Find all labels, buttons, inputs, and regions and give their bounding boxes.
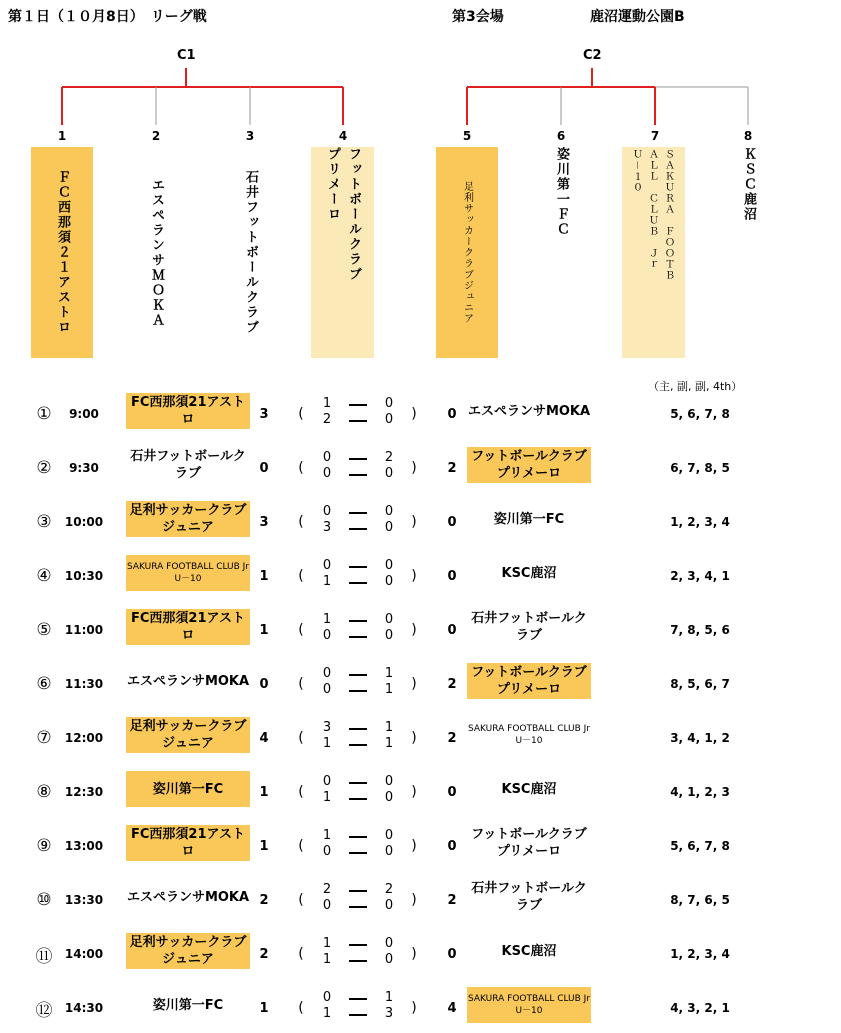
- away-first-half-score: 0: [384, 828, 394, 843]
- home-team: 足利サッカークラブジュニア: [126, 717, 250, 753]
- home-second-half-score: 3: [322, 520, 332, 535]
- open-paren: (: [298, 568, 304, 584]
- home-total-score: 4: [259, 730, 269, 746]
- team-name-3: 石井フットボールクラブ: [243, 170, 258, 335]
- match-number: ⑦: [36, 728, 52, 748]
- away-second-half-score: 0: [384, 412, 394, 427]
- away-team: KSC鹿沼: [501, 943, 557, 959]
- team-7-box: [622, 147, 685, 358]
- score-separator: [349, 674, 367, 676]
- team-name-2: エスペランサＭＯＫＡ: [149, 177, 164, 328]
- home-team: 姿川第一FC: [152, 997, 224, 1013]
- close-paren: ): [411, 676, 417, 692]
- away-first-half-score: 0: [384, 396, 394, 411]
- open-paren: (: [298, 460, 304, 476]
- match-time: 13:00: [64, 839, 104, 853]
- away-second-half-score: 0: [384, 844, 394, 859]
- away-second-half-score: 0: [384, 790, 394, 805]
- score-separator: [349, 474, 367, 476]
- close-paren: ): [411, 784, 417, 800]
- referee-assignment: 6, 7, 8, 5: [670, 461, 730, 475]
- away-total-score: 2: [447, 730, 457, 746]
- home-first-half-score: 0: [322, 774, 332, 789]
- home-team: SAKURA FOOTBALL CLUB Jr U－10: [126, 555, 250, 591]
- away-team: KSC鹿沼: [501, 781, 557, 797]
- match-row: [0, 983, 841, 1033]
- away-total-score: 0: [447, 622, 457, 638]
- match-row: [0, 767, 841, 817]
- home-second-half-score: 1: [322, 574, 332, 589]
- match-number: ⑨: [36, 836, 52, 856]
- away-second-half-score: 0: [384, 574, 394, 589]
- home-total-score: 1: [259, 568, 269, 584]
- team-number-7: 7: [650, 129, 660, 143]
- group-c2-label: C2: [583, 48, 602, 63]
- away-total-score: 0: [447, 514, 457, 530]
- close-paren: ): [411, 514, 417, 530]
- referee-assignment: 1, 2, 3, 4: [670, 515, 730, 529]
- venue-label: 第3会場: [452, 9, 504, 25]
- open-paren: (: [298, 946, 304, 962]
- home-second-half-score: 0: [322, 898, 332, 913]
- home-first-half-score: 0: [322, 666, 332, 681]
- home-second-half-score: 0: [322, 844, 332, 859]
- team-name-4-line1: フットボールクラブ: [346, 147, 361, 282]
- home-first-half-score: 0: [322, 504, 332, 519]
- park-label: 鹿沼運動公園B: [590, 9, 685, 25]
- team-4-box: [311, 147, 374, 358]
- away-team: 姿川第一FC: [493, 511, 565, 527]
- home-team: 姿川第一FC: [126, 771, 250, 807]
- score-separator: [349, 944, 367, 946]
- away-first-half-score: 1: [384, 990, 394, 1005]
- open-paren: (: [298, 838, 304, 854]
- away-team: フットボールクラブ プリメーロ: [471, 827, 587, 859]
- match-row: [0, 605, 841, 655]
- bracket-lines: [0, 0, 841, 140]
- team-number-1: 1: [57, 129, 67, 143]
- close-paren: ): [411, 460, 417, 476]
- team-number-2: 2: [151, 129, 161, 143]
- away-second-half-score: 1: [384, 682, 394, 697]
- away-second-half-score: 1: [384, 736, 394, 751]
- away-total-score: 2: [447, 676, 457, 692]
- away-first-half-score: 1: [384, 666, 394, 681]
- home-total-score: 3: [259, 514, 269, 530]
- home-total-score: 1: [259, 622, 269, 638]
- home-second-half-score: 0: [322, 466, 332, 481]
- home-total-score: 1: [259, 1000, 269, 1016]
- referee-assignment: 4, 1, 2, 3: [670, 785, 730, 799]
- referee-assignment: 3, 4, 1, 2: [670, 731, 730, 745]
- score-separator: [349, 620, 367, 622]
- home-team: エスペランサMOKA: [126, 889, 250, 905]
- match-time: 9:30: [69, 461, 99, 475]
- away-team: フットボールクラブ プリメーロ: [467, 663, 591, 699]
- day-title: 第１日（１０月8日） リーグ戦: [8, 9, 207, 25]
- team-name-8: ＫＳＣ鹿沼: [741, 147, 756, 222]
- team-name-6: 姿川第一ＦＣ: [554, 147, 569, 237]
- away-first-half-score: 0: [384, 774, 394, 789]
- match-row: [0, 443, 841, 493]
- away-total-score: 0: [447, 406, 457, 422]
- open-paren: (: [298, 514, 304, 530]
- home-second-half-score: 1: [322, 736, 332, 751]
- home-second-half-score: 2: [322, 412, 332, 427]
- close-paren: ): [411, 568, 417, 584]
- open-paren: (: [298, 676, 304, 692]
- match-number: ⑫: [35, 1000, 53, 1021]
- home-team: FC西那須21アストロ: [126, 825, 250, 861]
- away-team: SAKURA FOOTBALL CLUB Jr U－10: [467, 724, 591, 746]
- away-team: 石井フットボールクラブ: [471, 881, 587, 913]
- match-row: [0, 389, 841, 439]
- open-paren: (: [298, 892, 304, 908]
- team-name-7-line3: Ｕ－１０: [630, 149, 642, 193]
- referee-assignment: 4, 3, 2, 1: [670, 1001, 730, 1015]
- home-team: 足利サッカークラブジュニア: [126, 933, 250, 969]
- open-paren: (: [298, 784, 304, 800]
- away-total-score: 0: [447, 784, 457, 800]
- away-second-half-score: 0: [384, 628, 394, 643]
- close-paren: ): [411, 1000, 417, 1016]
- close-paren: ): [411, 622, 417, 638]
- home-team: FC西那須21アストロ: [126, 609, 250, 645]
- team-name-5: 足利サッカークラブジュニア: [436, 147, 498, 358]
- match-time: 9:00: [69, 407, 99, 421]
- away-total-score: 0: [447, 568, 457, 584]
- team-number-3: 3: [245, 129, 255, 143]
- away-second-half-score: 0: [384, 520, 394, 535]
- match-row: [0, 821, 841, 871]
- referee-assignment: 5, 6, 7, 8: [670, 839, 730, 853]
- referee-assignment: 8, 5, 6, 7: [670, 677, 730, 691]
- team-number-8: 8: [743, 129, 753, 143]
- score-separator: [349, 782, 367, 784]
- close-paren: ): [411, 946, 417, 962]
- home-team: FC西那須21アストロ: [126, 393, 250, 429]
- close-paren: ): [411, 406, 417, 422]
- score-separator: [349, 582, 367, 584]
- match-time: 10:30: [64, 569, 104, 583]
- home-second-half-score: 1: [322, 790, 332, 805]
- home-total-score: 1: [259, 784, 269, 800]
- away-second-half-score: 0: [384, 898, 394, 913]
- score-separator: [349, 512, 367, 514]
- close-paren: ): [411, 838, 417, 854]
- score-separator: [349, 744, 367, 746]
- home-first-half-score: 2: [322, 882, 332, 897]
- score-separator: [349, 528, 367, 530]
- match-row: [0, 713, 841, 763]
- match-number: ⑥: [36, 674, 52, 694]
- open-paren: (: [298, 1000, 304, 1016]
- away-first-half-score: 2: [384, 450, 394, 465]
- score-separator: [349, 404, 367, 406]
- score-separator: [349, 998, 367, 1000]
- away-total-score: 0: [447, 946, 457, 962]
- home-total-score: 0: [259, 676, 269, 692]
- team-number-4: 4: [338, 129, 348, 143]
- home-first-half-score: 1: [322, 612, 332, 627]
- home-total-score: 2: [259, 946, 269, 962]
- away-team: フットボールクラブ プリメーロ: [467, 447, 591, 483]
- team-number-5: 5: [462, 129, 472, 143]
- referee-assignment: 2, 3, 4, 1: [670, 569, 730, 583]
- away-total-score: 2: [447, 460, 457, 476]
- referee-assignment: 8, 7, 6, 5: [670, 893, 730, 907]
- referee-assignment: 1, 2, 3, 4: [670, 947, 730, 961]
- match-row: [0, 929, 841, 979]
- match-number: ⑤: [36, 620, 52, 640]
- home-team: エスペランサMOKA: [126, 673, 250, 689]
- home-first-half-score: 1: [322, 936, 332, 951]
- score-separator: [349, 566, 367, 568]
- match-row: [0, 497, 841, 547]
- away-second-half-score: 3: [384, 1006, 394, 1021]
- score-separator: [349, 728, 367, 730]
- group-c1-label: C1: [177, 48, 196, 63]
- away-second-half-score: 0: [384, 466, 394, 481]
- home-first-half-score: 0: [322, 450, 332, 465]
- score-separator: [349, 1014, 367, 1016]
- score-separator: [349, 798, 367, 800]
- score-separator: [349, 960, 367, 962]
- away-total-score: 2: [447, 892, 457, 908]
- away-first-half-score: 1: [384, 720, 394, 735]
- team-name-4-line2: プリメーロ: [325, 147, 340, 222]
- match-time: 11:00: [64, 623, 104, 637]
- match-time: 10:00: [64, 515, 104, 529]
- home-first-half-score: 3: [322, 720, 332, 735]
- home-total-score: 2: [259, 892, 269, 908]
- away-team: エスペランサMOKA: [467, 403, 591, 419]
- close-paren: ): [411, 730, 417, 746]
- match-number: ④: [36, 566, 52, 586]
- referee-note: （主, 副, 副, 4th）: [648, 380, 743, 393]
- home-total-score: 0: [259, 460, 269, 476]
- match-number: ②: [36, 458, 52, 478]
- home-second-half-score: 1: [322, 952, 332, 967]
- home-second-half-score: 0: [322, 628, 332, 643]
- referee-assignment: 7, 8, 5, 6: [670, 623, 730, 637]
- match-time: 14:30: [64, 1001, 104, 1015]
- score-separator: [349, 852, 367, 854]
- team-name-7-line2: ＡＬＬ ＣＬＵＢ Ｊｒ: [646, 149, 658, 270]
- open-paren: (: [298, 730, 304, 746]
- match-row: [0, 875, 841, 925]
- away-first-half-score: 2: [384, 882, 394, 897]
- home-second-half-score: 0: [322, 682, 332, 697]
- match-number: ⑩: [36, 890, 52, 910]
- home-team: 足利サッカークラブジュニア: [126, 501, 250, 537]
- away-total-score: 4: [447, 1000, 457, 1016]
- team-number-6: 6: [556, 129, 566, 143]
- match-row: [0, 659, 841, 709]
- home-first-half-score: 1: [322, 828, 332, 843]
- away-team: 石井フットボールクラブ: [471, 611, 587, 643]
- away-total-score: 0: [447, 838, 457, 854]
- score-separator: [349, 420, 367, 422]
- home-total-score: 1: [259, 838, 269, 854]
- match-time: 12:00: [64, 731, 104, 745]
- away-first-half-score: 0: [384, 504, 394, 519]
- away-first-half-score: 0: [384, 936, 394, 951]
- match-number: ⑪: [35, 946, 53, 967]
- team-name-7-line1: ＳＡＫＵＲＡ ＦＯＯＴＢ: [662, 149, 674, 281]
- home-total-score: 3: [259, 406, 269, 422]
- away-second-half-score: 0: [384, 952, 394, 967]
- home-first-half-score: 0: [322, 558, 332, 573]
- match-number: ⑧: [36, 782, 52, 802]
- match-time: 13:30: [64, 893, 104, 907]
- score-separator: [349, 458, 367, 460]
- match-time: 11:30: [64, 677, 104, 691]
- team-name-1: ＦＣ西那須２１アストロ: [31, 147, 93, 358]
- match-time: 12:30: [64, 785, 104, 799]
- match-number: ①: [36, 404, 52, 424]
- home-first-half-score: 1: [322, 396, 332, 411]
- home-team: 石井フットボールクラブ: [130, 449, 246, 481]
- home-first-half-score: 0: [322, 990, 332, 1005]
- away-first-half-score: 0: [384, 612, 394, 627]
- score-separator: [349, 890, 367, 892]
- match-row: [0, 551, 841, 601]
- home-second-half-score: 1: [322, 1006, 332, 1021]
- away-team: SAKURA FOOTBALL CLUB Jr U－10: [467, 987, 591, 1023]
- match-number: ③: [36, 512, 52, 532]
- score-separator: [349, 906, 367, 908]
- close-paren: ): [411, 892, 417, 908]
- open-paren: (: [298, 406, 304, 422]
- away-first-half-score: 0: [384, 558, 394, 573]
- score-separator: [349, 636, 367, 638]
- open-paren: (: [298, 622, 304, 638]
- away-team: KSC鹿沼: [501, 565, 557, 581]
- match-time: 14:00: [64, 947, 104, 961]
- score-separator: [349, 836, 367, 838]
- score-separator: [349, 690, 367, 692]
- referee-assignment: 5, 6, 7, 8: [670, 407, 730, 421]
